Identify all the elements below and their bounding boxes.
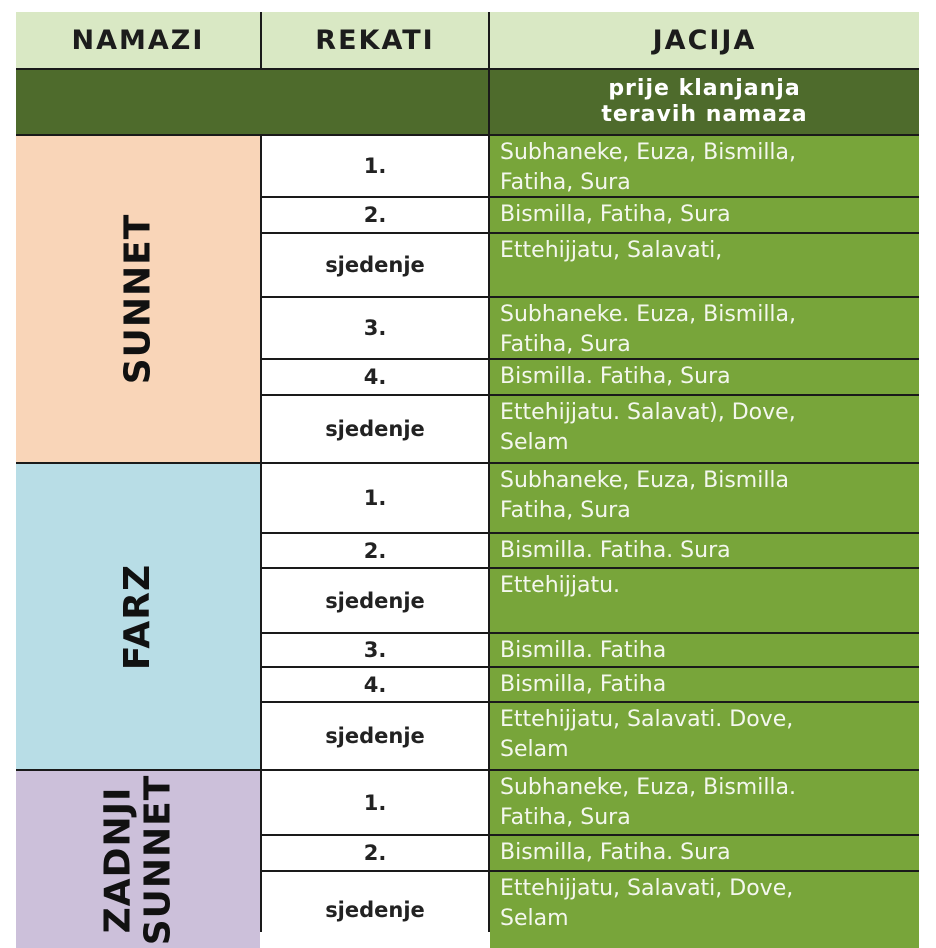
jacija-cell: Bismilla. Fatiha, Sura [490,360,919,394]
group-label: FARZ [117,563,158,670]
rekat-cell: 4. [262,360,488,394]
rekat-cell: sjedenje [262,396,488,462]
header-rekati: REKATI [262,12,488,68]
rekat-cell: sjedenje [262,872,488,948]
jacija-cell: Bismilla, Fatiha, Sura [490,198,919,232]
jacija-cell: Subhaneke, Euza, Bismilla. Fatiha, Sura [490,771,919,834]
rekat-cell: sjedenje [262,703,488,769]
jacija-cell: Subhaneke, Euza, Bismilla Fatiha, Sura [490,464,919,532]
jacija-cell: Ettehijjatu, Salavati. Dove, Selam [490,703,919,769]
jacija-cell: Bismilla. Fatiha. Sura [490,534,919,567]
rekat-cell: 1. [262,464,488,532]
subheader-line2: teravih namaza [601,102,808,127]
rekat-cell: 2. [262,534,488,567]
subheader-note [490,70,919,134]
group-label: ZADNJI SUNNET [96,774,178,945]
jacija-cell: Bismilla. Fatiha [490,634,919,666]
header-jacija: JACIJA [490,12,919,68]
subheader-band [16,70,488,134]
rekat-cell: 1. [262,136,488,196]
jacija-cell: Ettehijjatu, Salavati, Dove, Selam [490,872,919,948]
rekat-cell: 2. [262,198,488,232]
group-zadnji-sunnet [16,771,260,948]
rekat-cell: 1. [262,771,488,834]
jacija-cell: Bismilla, Fatiha [490,668,919,701]
jacija-cell: Subhaneke. Euza, Bismilla, Fatiha, Sura [490,298,919,358]
jacija-cell: Bismilla, Fatiha. Sura [490,836,919,870]
rekat-cell: 4. [262,668,488,701]
jacija-cell: Ettehijjatu. [490,569,919,632]
header-namazi: NAMAZI [16,12,260,68]
group-sunnet [16,136,260,462]
rekat-cell: sjedenje [262,569,488,632]
jacija-cell: Ettehijjatu. Salavat), Dove, Selam [490,396,919,462]
prayer-grid [16,12,919,945]
subheader-line1: prije klanjanja [608,76,801,101]
jacija-cell: Ettehijjatu, Salavati, [490,234,919,296]
jacija-cell: Subhaneke, Euza, Bismilla, Fatiha, Sura [490,136,919,196]
prayer-table [16,12,919,945]
rekat-cell: 2. [262,836,488,870]
group-farz [16,464,260,769]
rekat-cell: 3. [262,634,488,666]
group-label: SUNNET [116,213,158,385]
rekat-cell: sjedenje [262,234,488,296]
rekat-cell: 3. [262,298,488,358]
